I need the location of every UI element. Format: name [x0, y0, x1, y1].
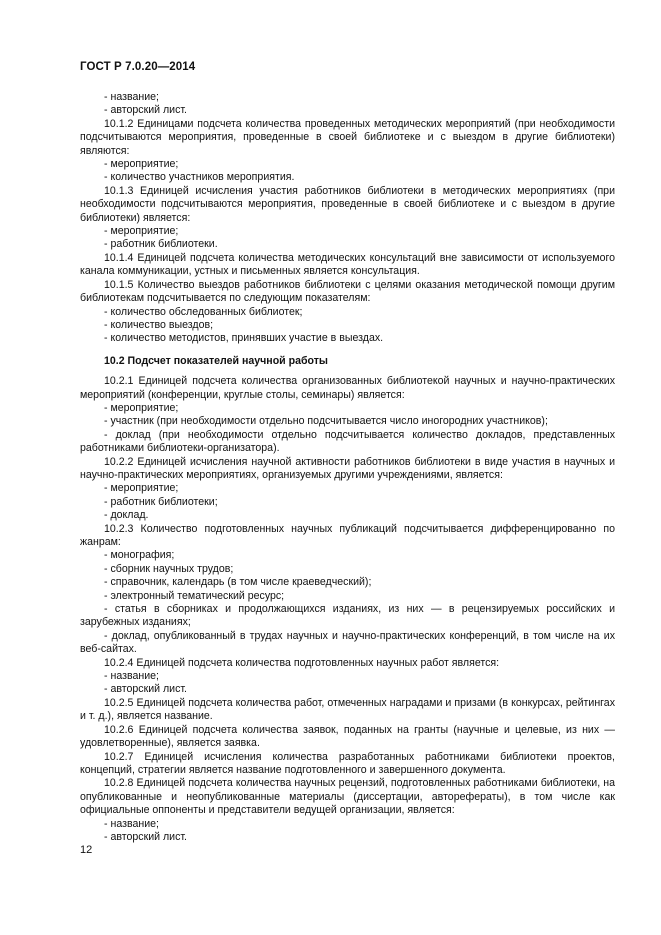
standard-header: ГОСТ Р 7.0.20—2014	[80, 61, 196, 73]
paragraph: 10.2.4 Единицей подсчета количества подготовленных научных работ является:	[104, 656, 500, 669]
paragraph: 10.1.4 Единицей подсчета количества методических консультаций вне зависимости от используемого канала коммуникации, устных и письменных является консультация.	[80, 251, 615, 278]
document-body	[80, 91, 615, 844]
list-item: - мероприятие;	[104, 225, 179, 238]
paragraph: 10.1.3 Единицей исчисления участия работников библиотеки в методических мероприятиях (при необходимости подсчитываются мероприятия, проведенные в своей библиотеке и с выездом в другие библиотеки) является:	[80, 184, 615, 224]
list-item: - название;	[104, 817, 159, 830]
paragraph: 10.2.5 Единицей подсчета количества работ, отмеченных наградами и призами (в конкурсах, рейтингах и т. д.), является название.	[80, 696, 615, 723]
list-item: - количество выездов;	[104, 318, 214, 331]
list-item: - авторский лист.	[104, 104, 188, 117]
list-item: - мероприятие;	[104, 158, 179, 171]
paragraph: 10.2.7 Единицей исчисления количества разработанных работниками библиотеки проектов, концепций, стратегии является название подготовленного и завершенного документа.	[80, 750, 615, 776]
list-item: - авторский лист.	[104, 830, 188, 843]
paragraph: 10.2.6 Единицей подсчета количества заявок, поданных на гранты (научные и целевые, из них — удовлетворенные), является заявка.	[80, 723, 615, 750]
list-item: - название;	[104, 670, 159, 683]
list-item: - название;	[104, 91, 159, 103]
list-item: - сборник научных трудов;	[104, 562, 234, 575]
paragraph: - доклад, опубликованный в трудах научных и научно-практических конференций, в том числе на их веб-сайтах.	[80, 629, 615, 656]
paragraph: 10.1.2 Единицами подсчета количества проведенных методических мероприятий (при необходимости подсчитываются мероприятия, проведенные в своей библиотеке и с выездом в другие библиотеки) являются:	[80, 117, 615, 157]
page-number: 12	[80, 844, 93, 856]
list-item: - монография;	[104, 549, 175, 562]
list-item: - авторский лист.	[104, 683, 188, 696]
paragraph: 10.2.3 Количество подготовленных научных публикаций подсчитывается дифференцированно по жанрам:	[80, 522, 615, 548]
list-item: - мероприятие;	[104, 482, 179, 495]
paragraph: - статья в сборниках и продолжающихся изданиях, из них — в рецензируемых российских и зарубежных изданиях;	[80, 603, 615, 629]
list-item: - работник библиотеки.	[104, 238, 218, 251]
list-item: - работник библиотеки;	[104, 495, 218, 508]
paragraph: 10.2.8 Единицей подсчета количества научных рецензий, подготовленных работниками библиотеки, на опубликованные и неопубликованные материалы (диссертации, авторефераты), в том числе как официальные оппоненты и представители ведущей организации, является:	[80, 777, 615, 817]
list-item: - количество участников мероприятия.	[104, 171, 295, 184]
list-item: - доклад.	[104, 509, 149, 522]
list-item: - участник (при необходимости отдельно подсчитывается число иногородних участников);	[104, 415, 548, 428]
paragraph: 10.2.1 Единицей подсчета количества организованных библиотекой научных и научно-практических мероприятий (конференции, круглые столы, семинары) является:	[80, 375, 615, 401]
list-item: - электронный тематический ресурс;	[104, 589, 285, 602]
section-heading: 10.2 Подсчет показателей научной работы	[104, 354, 328, 367]
list-item: - справочник, календарь (в том числе краеведческий);	[104, 576, 372, 589]
paragraph: 10.1.5 Количество выездов работников библиотеки с целями оказания методической помощи другим библиотекам подсчитывается по следующим показателям:	[80, 278, 615, 305]
paragraph: - доклад (при необходимости отдельно подсчитывается количество докладов, представленных работниками библиотеки-организатора).	[80, 428, 615, 455]
paragraph: 10.2.2 Единицей исчисления научной активности работников библиотеки в виде участия в научных и научно-практических мероприятиях, организуемых другими учреждениями, является:	[80, 455, 615, 481]
list-item: - количество обследованных библиотек;	[104, 305, 303, 318]
list-item: - мероприятие;	[104, 401, 179, 414]
list-item: - количество методистов, принявших участие в выездах.	[104, 332, 384, 345]
